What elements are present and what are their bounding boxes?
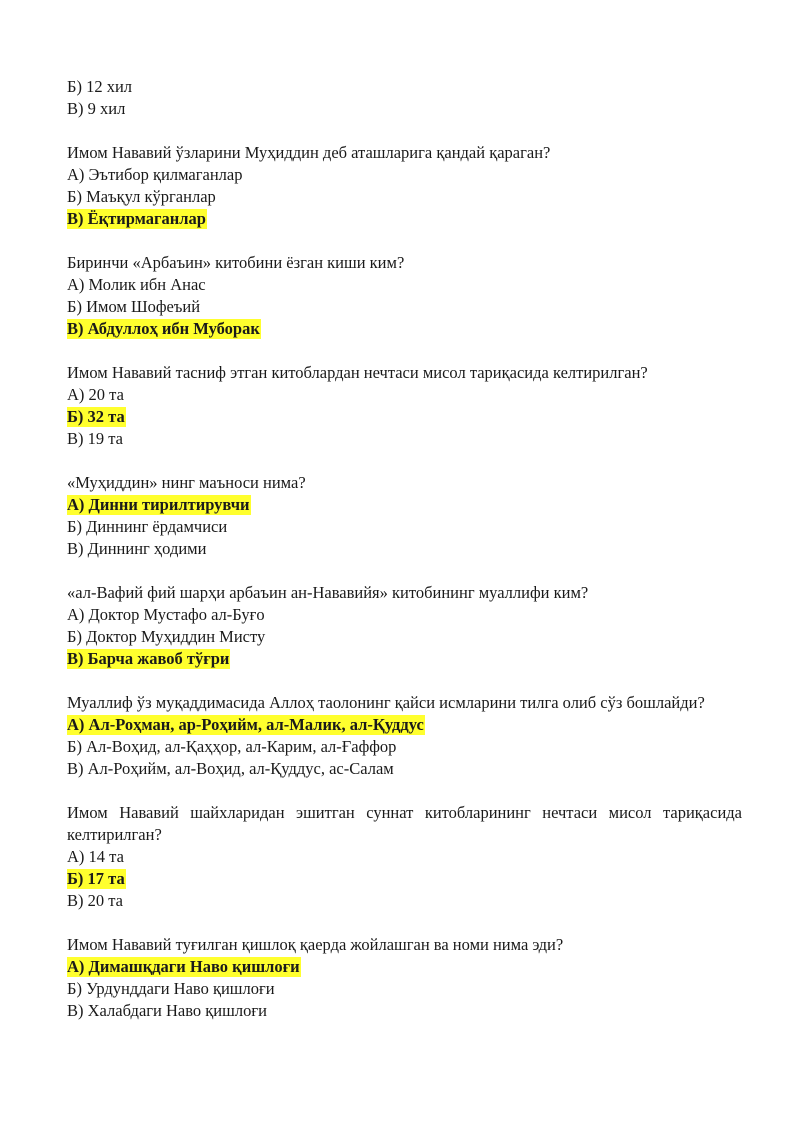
question-text: Имом Нававий туғилган қишлоқ қаерда жойлашган ва номи нима эди? xyxy=(67,935,564,954)
option-label: В) Ал-Роҳийм, ал-Воҳид, ал-Қуддус, ас-Салам xyxy=(67,759,394,778)
correct-answer-option xyxy=(67,956,742,978)
question-text: Биринчи «Арбаъин» китобини ёзган киши ким? xyxy=(67,253,405,272)
lead-options xyxy=(67,76,742,120)
option-label: В) Абдуллоҳ ибн Муборак xyxy=(67,319,260,338)
option-label: В) Ёқтирмаганлар xyxy=(67,209,206,228)
answer-option xyxy=(67,736,742,758)
answer-option xyxy=(67,164,742,186)
correct-answer-option xyxy=(67,648,742,670)
answer-option xyxy=(67,296,742,318)
correct-answer-option xyxy=(67,318,742,340)
option-label: В) Халабдаги Наво қишлоғи xyxy=(67,1001,267,1020)
answer-option xyxy=(67,978,742,1000)
option: Б) 12 хил xyxy=(67,77,133,96)
option-label: В) 19 та xyxy=(67,429,123,448)
correct-answer-option xyxy=(67,714,742,736)
option-label: А) Ал-Роҳман, ар-Роҳийм, ал-Малик, ал-Қуддус xyxy=(67,715,424,734)
correct-answer-option xyxy=(67,406,742,428)
option: В) 9 хил xyxy=(67,99,126,118)
question-block xyxy=(67,582,742,670)
question-list xyxy=(67,142,742,1022)
question-text: Имом Нававий шайхларидан эшитган суннат китобларининг нечтаси мисол тариқасида келтирилган? xyxy=(67,803,742,844)
answer-option xyxy=(67,516,742,538)
question-block xyxy=(67,934,742,1022)
option-label: А) Динни тирилтирувчи xyxy=(67,495,250,514)
question-text: «ал-Вафий фий шарҳи арбаъин ан-Нававийя» китобининг муаллифи ким? xyxy=(67,583,589,602)
option-label: В) Барча жавоб тўғри xyxy=(67,649,230,668)
option-label: Б) Маъқул кўрганлар xyxy=(67,187,216,206)
question-text: Имом Нававий тасниф этган китоблардан нечтаси мисол тариқасида келтирилган? xyxy=(67,363,648,382)
answer-option xyxy=(67,604,742,626)
option-label: В) 20 та xyxy=(67,891,123,910)
option-label: А) Доктор Мустафо ал-Буғо xyxy=(67,605,265,624)
answer-option xyxy=(67,626,742,648)
correct-answer-option xyxy=(67,868,742,890)
question-text: «Муҳиддин» нинг маъноси нима? xyxy=(67,473,306,492)
option-label: А) Димашқдаги Наво қишлоғи xyxy=(67,957,300,976)
answer-option xyxy=(67,758,742,780)
question-block xyxy=(67,252,742,340)
option-label: А) 20 та xyxy=(67,385,124,404)
answer-option xyxy=(67,1000,742,1022)
option-label: Б) 17 та xyxy=(67,869,125,888)
answer-option xyxy=(67,186,742,208)
option-label: Б) Доктор Муҳиддин Мисту xyxy=(67,627,266,646)
question-block xyxy=(67,692,742,780)
option-label: Б) Ал-Воҳид, ал-Қаҳҳор, ал-Карим, ал-Ғаффор xyxy=(67,737,397,756)
correct-answer-option xyxy=(67,208,742,230)
question-block xyxy=(67,362,742,450)
option-label: А) Молик ибн Анас xyxy=(67,275,206,294)
option-label: Б) Имом Шофеъий xyxy=(67,297,201,316)
option-label: Б) Диннинг ёрдамчиси xyxy=(67,517,228,536)
answer-option xyxy=(67,384,742,406)
question-text: Имом Нававий ўзларини Муҳиддин деб аташларига қандай қараган? xyxy=(67,143,551,162)
option-label: Б) 32 та xyxy=(67,407,125,426)
answer-option xyxy=(67,538,742,560)
option-label: Б) Урдунддаги Наво қишлоғи xyxy=(67,979,275,998)
answer-option xyxy=(67,428,742,450)
option-label: А) Эътибор қилмаганлар xyxy=(67,165,243,184)
option-label: В) Диннинг ҳодими xyxy=(67,539,207,558)
correct-answer-option xyxy=(67,494,742,516)
question-text: Муаллиф ўз муқаддимасида Аллоҳ таолонинг қайси исмларини тилга олиб сўз бошлайди? xyxy=(67,693,705,712)
answer-option xyxy=(67,890,742,912)
option-label: А) 14 та xyxy=(67,847,124,866)
answer-option xyxy=(67,274,742,296)
answer-option xyxy=(67,846,742,868)
question-block xyxy=(67,802,742,912)
question-block xyxy=(67,142,742,230)
question-block xyxy=(67,472,742,560)
